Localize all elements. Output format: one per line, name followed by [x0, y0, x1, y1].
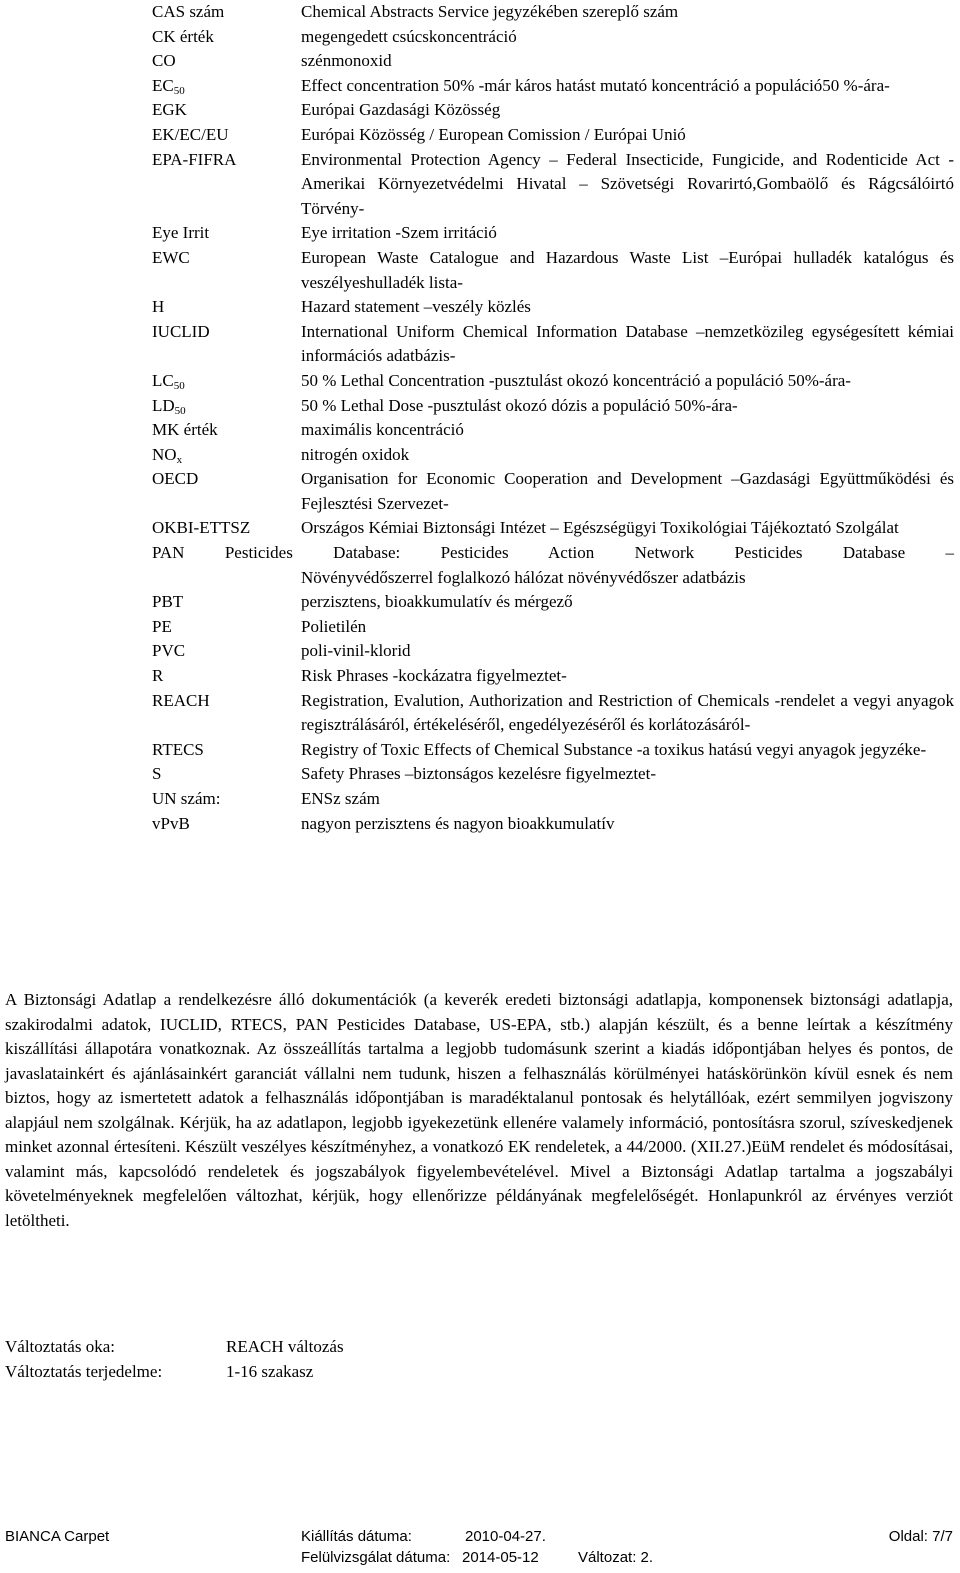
abbreviation-definition: Registration, Evalution, Authorization and Restriction of Chemicals -rendelet a vegyi anyagok regisztrálásáról, értékeléséről, engedélyezéséről és korlátozásáról- [301, 690, 954, 735]
abbreviation-definition: szénmonoxid [301, 51, 392, 71]
abbreviation-definition: Registry of Toxic Effects of Chemical Substance -a toxikus hatású vegyi anyagok jegyzéke- [301, 739, 927, 759]
change-reason-label: Változtatás oka: [5, 1337, 115, 1356]
abbreviation-term-subscript: x [176, 453, 183, 466]
abbreviation-term-text: EWC [152, 247, 190, 267]
abbreviation-row [152, 98, 954, 123]
abbreviation-term-text: RTECS [152, 739, 204, 759]
footer-version: Változat: 2. [578, 1549, 654, 1566]
abbreviation-term-text: H [152, 297, 165, 317]
change-reason-value: REACH változás [226, 1337, 344, 1356]
abbreviation-term [152, 295, 164, 320]
abbreviation-row [152, 320, 954, 369]
footer-page-number: Oldal: 7/7 [888, 1528, 953, 1545]
abbreviation-definition: Eye irritation -Szem irritáció [301, 223, 497, 243]
abbreviation-definition: Chemical Abstracts Service jegyzékében szereplő szám [301, 2, 679, 21]
abbreviation-row [152, 615, 954, 640]
abbreviation-row [152, 738, 954, 763]
abbreviation-term-text: R [152, 666, 164, 686]
abbreviation-row [152, 541, 954, 590]
abbreviation-row [152, 590, 954, 615]
footer-review-label: Felülvizsgálat dátuma: [301, 1549, 451, 1566]
abbreviation-term-text: IUCLID [152, 321, 210, 341]
abbreviation-term-text: MK érték [152, 420, 218, 440]
abbreviation-definition: Polietilén [301, 616, 367, 636]
abbreviation-row [152, 467, 954, 516]
abbreviation-definition: Európai Közösség / European Comission / Európai Unió [301, 124, 686, 144]
change-scope-value: 1-16 szakasz [226, 1362, 314, 1381]
abbreviation-term [152, 443, 182, 468]
abbreviation-row [152, 394, 954, 419]
abbreviation-definition: maximális koncentráció [301, 420, 464, 440]
abbreviation-term [152, 394, 186, 419]
abbreviation-row [152, 148, 954, 222]
abbreviation-term [152, 418, 218, 443]
abbreviation-term [152, 516, 250, 541]
abbreviation-term [152, 738, 204, 763]
abbreviation-definition: International Uniform Chemical Information Database –nemzetközileg egységesített kémiai információs adatbázis- [301, 321, 954, 366]
abbreviation-term-text: PBT [152, 592, 184, 612]
abbreviation-row [152, 812, 954, 837]
abbreviation-row [152, 639, 954, 664]
abbreviation-term-text: LD [152, 395, 175, 415]
abbreviation-term-text: CK érték [152, 26, 214, 46]
abbreviation-row [152, 762, 954, 787]
abbreviation-definition: Hazard statement –veszély közlés [301, 297, 531, 317]
abbreviation-term-text: EPA-FIFRA [152, 149, 237, 169]
abbreviation-definition: poli-vinil-klorid [301, 641, 411, 661]
abbreviation-row [152, 689, 954, 738]
abbreviation-term [152, 0, 224, 25]
footer-company: BIANCA Carpet [5, 1528, 110, 1545]
abbreviation-definition: Európai Gazdasági Közösség [301, 100, 501, 120]
abbreviation-row [152, 221, 954, 246]
abbreviation-definition: Országos Kémiai Biztonsági Intézet – Egészségügyi Toxikológiai Tájékoztató Szolgálat [301, 518, 899, 538]
abbreviation-list [152, 0, 954, 836]
abbreviation-term [152, 246, 190, 271]
abbreviation-term-text: vPvB [152, 813, 190, 833]
abbreviation-term-text: OKBI-ETTSZ [152, 518, 251, 538]
abbreviation-term [152, 812, 190, 837]
abbreviation-term-text: LC [152, 370, 174, 390]
abbreviation-term [152, 664, 163, 689]
abbreviation-definition: perzisztens, bioakkumulatív és mérgező [301, 592, 573, 612]
abbreviation-definition: megengedett csúcskoncentráció [301, 26, 517, 46]
abbreviation-row [152, 418, 954, 443]
abbreviation-row [152, 25, 954, 50]
abbreviation-row [152, 295, 954, 320]
abbreviation-definition: 50 % Lethal Dose -pusztulást okozó dózis a populáció 50%-ára- [301, 395, 738, 415]
abbreviation-term [152, 762, 161, 787]
abbreviation-definition: nitrogén oxidok [301, 444, 410, 464]
abbreviation-term-text: NO [152, 444, 177, 464]
abbreviation-definition: 50 % Lethal Concentration -pusztulást okozó koncentráció a populáció 50%-ára- [301, 370, 851, 390]
abbreviation-term-text: PE [152, 616, 172, 636]
abbreviation-term [152, 467, 198, 492]
abbreviation-term [152, 320, 210, 345]
abbreviation-row [152, 123, 954, 148]
abbreviation-term [152, 787, 220, 812]
abbreviation-definition: European Waste Catalogue and Hazardous Waste List –Európai hulladék katalógus és veszélyeshulladék lista- [301, 247, 954, 292]
abbreviation-term-text: EK/EC/EU [152, 124, 229, 144]
abbreviation-term-subscript: 50 [174, 404, 186, 417]
abbreviation-definition: nagyon perzisztens és nagyon bioakkumulatív [301, 813, 615, 833]
abbreviation-definition: ENSz szám [301, 789, 380, 808]
abbreviation-row [152, 664, 954, 689]
abbreviation-term [152, 98, 187, 123]
abbreviation-row [152, 74, 954, 99]
abbreviation-definition [152, 541, 954, 590]
disclaimer-paragraph: A Biztonsági Adatlap a rendelkezésre álló dokumentációk (a keverék eredeti biztonsági adatlapja, komponensek biztonsági adatlapja, szakirodalmi adatok, IUCLID, RTECS, PAN Pesticides Database, US-EPA, stb.) alapján készült, és a benne leírtak a készítmény kiszállítási állapotára vonatkoznak. Az összeállítás tartalma a legjobb tudomásunk szerint a kiadás időpontjában helyes és pontos, de javaslatainkért és ajánlásainkért garanciát vállalni nem tudunk, hiszen a felhasználás körülményei hatáskörünkön kívül esnek és nem biztos, hogy az ismertetett adatok a felhasználás időpontjában is maradéktalanul pontosak és helytállóak, ezért semmilyen jogviszony alapjául nem szolgálnak. Kérjük, ha az adatlapon, legjobb igyekezetünk ellenére valamely információ, pontosításra szorul, szíveskedjenek minket azonnal értesíteni. Készült veszélyes készítményhez, a vonatkozó EK rendeletek, a 44/2000. (XII.27.)EüM rendelet és módosításai, valamint más, kapcsolódó rendeletek és jogszabályok figyelembevételével. Mivel a Biztonsági Adatlap tartalma a jogszabályi követelményeknek megfelelően változhat, kérjük, hogy ellenőrizze példányának megfelelőségét. Honlapunkról az érvényes verziót letöltheti. [5, 990, 953, 1230]
abbreviation-definition-lead: Pesticides Database: Pesticides Action Network Pesticides Database – [224, 543, 955, 563]
abbreviation-term [152, 25, 214, 50]
abbreviation-term-text: CO [152, 51, 176, 71]
abbreviation-term-text: REACH [152, 690, 210, 710]
abbreviation-row [152, 369, 954, 394]
abbreviation-row [152, 246, 954, 295]
abbreviation-row [152, 787, 954, 812]
abbreviation-term [152, 639, 185, 664]
abbreviation-term [152, 689, 210, 714]
abbreviation-term-subscript: 50 [173, 379, 185, 392]
abbreviation-definition: Effect concentration 50% -már káros hatást mutató koncentráció a populáció50 %-ára- [301, 75, 890, 95]
footer-issue-date: 2010-04-27. [465, 1528, 546, 1545]
abbreviation-definition: Organisation for Economic Cooperation and Development –Gazdasági Együttműködési és Fejlesztési Szervezet- [301, 469, 954, 513]
abbreviation-row [152, 49, 954, 74]
abbreviation-row [152, 516, 954, 541]
abbreviation-definition: Safety Phrases –biztonságos kezelésre figyelmeztet- [301, 764, 656, 784]
abbreviation-definition: Environmental Protection Agency – Federal Insecticide, Fungicide, and Rodenticide Act - Amerikai Környezetvédelmi Hivatal – Szövetségi Rovarirtó,Gombaölő és Rágcsálóirtó Törvény- [301, 149, 954, 218]
abbreviation-term-text: CAS szám [152, 2, 225, 21]
abbreviation-definition: Risk Phrases -kockázatra figyelmeztet- [301, 666, 567, 686]
abbreviation-term [152, 369, 185, 394]
abbreviation-term [152, 49, 176, 74]
abbreviation-term [152, 221, 209, 246]
abbreviation-row [152, 0, 954, 25]
abbreviation-term-text: OECD [152, 469, 199, 489]
abbreviation-term [152, 615, 172, 640]
abbreviation-term-text: PVC [152, 641, 186, 661]
abbreviation-term-text: UN szám: [152, 789, 221, 808]
abbreviation-term [152, 123, 229, 148]
footer-review-date: 2014-05-12 [462, 1549, 539, 1566]
change-scope-label: Változtatás terjedelme: [5, 1362, 163, 1381]
abbreviation-definition-first-line [152, 541, 954, 566]
abbreviation-term: PAN [152, 543, 185, 563]
abbreviation-term [152, 74, 185, 99]
abbreviation-term [152, 148, 236, 173]
abbreviation-term-text: S [152, 764, 162, 784]
abbreviation-term [152, 590, 183, 615]
abbreviation-term-text: EC [152, 75, 174, 95]
footer-issue-label: Kiállítás dátuma: [301, 1528, 412, 1545]
abbreviation-term-text: EGK [152, 100, 187, 120]
abbreviation-term-subscript: 50 [173, 84, 185, 97]
abbreviation-definition-text: Növényvédőszerrel foglalkozó hálózat növényvédőszer adatbázis [301, 567, 746, 587]
abbreviation-term-text: Eye Irrit [152, 223, 210, 243]
abbreviation-row [152, 443, 954, 468]
